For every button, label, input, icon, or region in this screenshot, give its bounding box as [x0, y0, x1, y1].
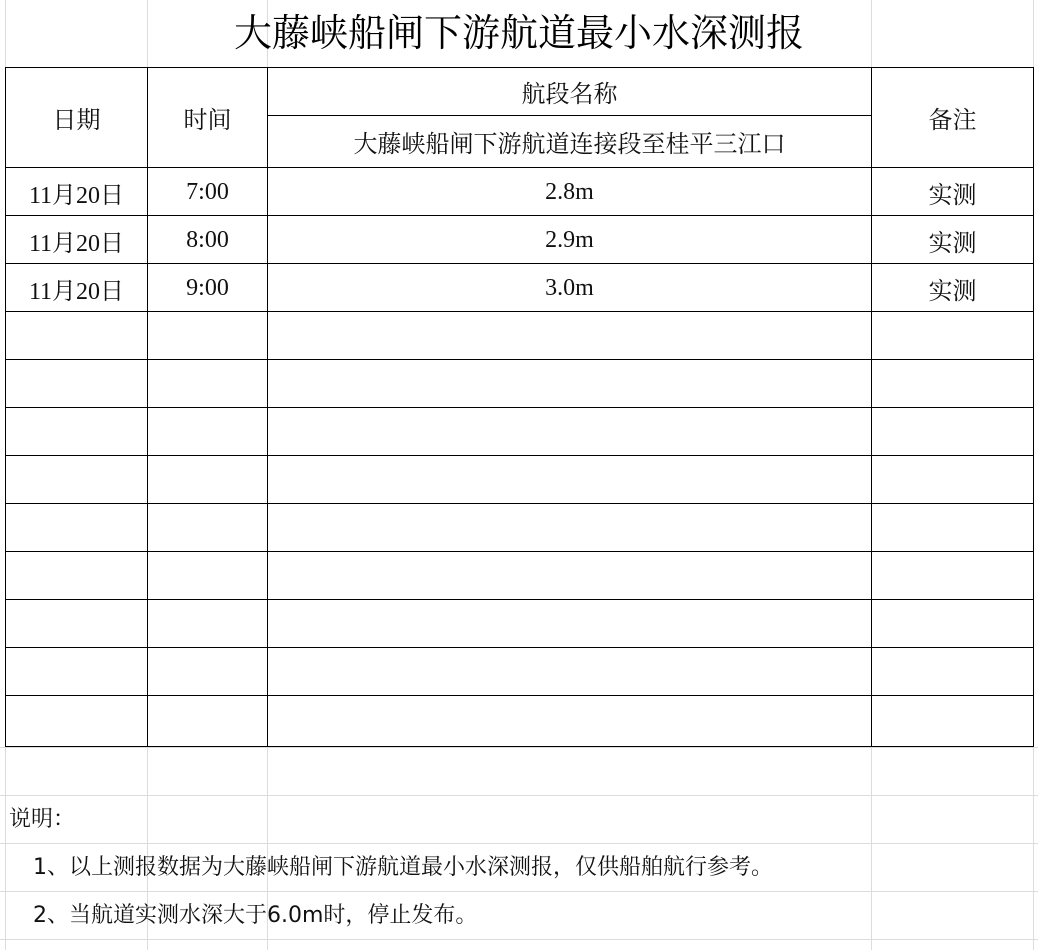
row-remark: 实测: [928, 180, 977, 209]
row-date: 11月20日: [28, 230, 125, 257]
report-title: 大藤峡船闸下游航道最小水深测报: [233, 11, 804, 55]
row-time: 8:00: [186, 226, 229, 253]
row-divider: [6, 407, 1033, 408]
row-depth: 2.9m: [545, 226, 594, 253]
row-date: 11月20日: [28, 182, 125, 209]
header-time: 时间: [183, 106, 232, 134]
row-divider: [6, 599, 1033, 600]
row-divider: [6, 455, 1033, 456]
header-remark: 备注: [928, 106, 977, 134]
note-item: 1、以上测报数据为大藤峡船闸下游航道最小水深测报，仅供船舶航行参考。: [33, 855, 773, 880]
row-time: 7:00: [186, 178, 229, 205]
row-divider: [6, 695, 1033, 696]
row-remark: 实测: [928, 228, 977, 257]
row-divider: [6, 647, 1033, 648]
row-divider: [6, 551, 1033, 552]
header-segment-name: 大藤峡船闸下游航道连接段至桂平三江口: [353, 130, 786, 158]
row-remark: 实测: [928, 276, 977, 305]
row-depth: 2.8m: [545, 178, 594, 205]
row-divider: [6, 359, 1033, 360]
header-segment-group: 航段名称: [521, 80, 618, 108]
row-depth: 3.0m: [545, 274, 594, 301]
row-date: 11月20日: [28, 278, 125, 305]
row-divider: [6, 503, 1033, 504]
note-item: 2、当航道实测水深大于6.0m时，停止发布。: [33, 903, 478, 928]
row-time: 9:00: [186, 274, 229, 301]
header-date: 日期: [52, 106, 101, 134]
notes-heading: 说明：: [9, 807, 76, 832]
depth-report-table: [5, 67, 1034, 747]
